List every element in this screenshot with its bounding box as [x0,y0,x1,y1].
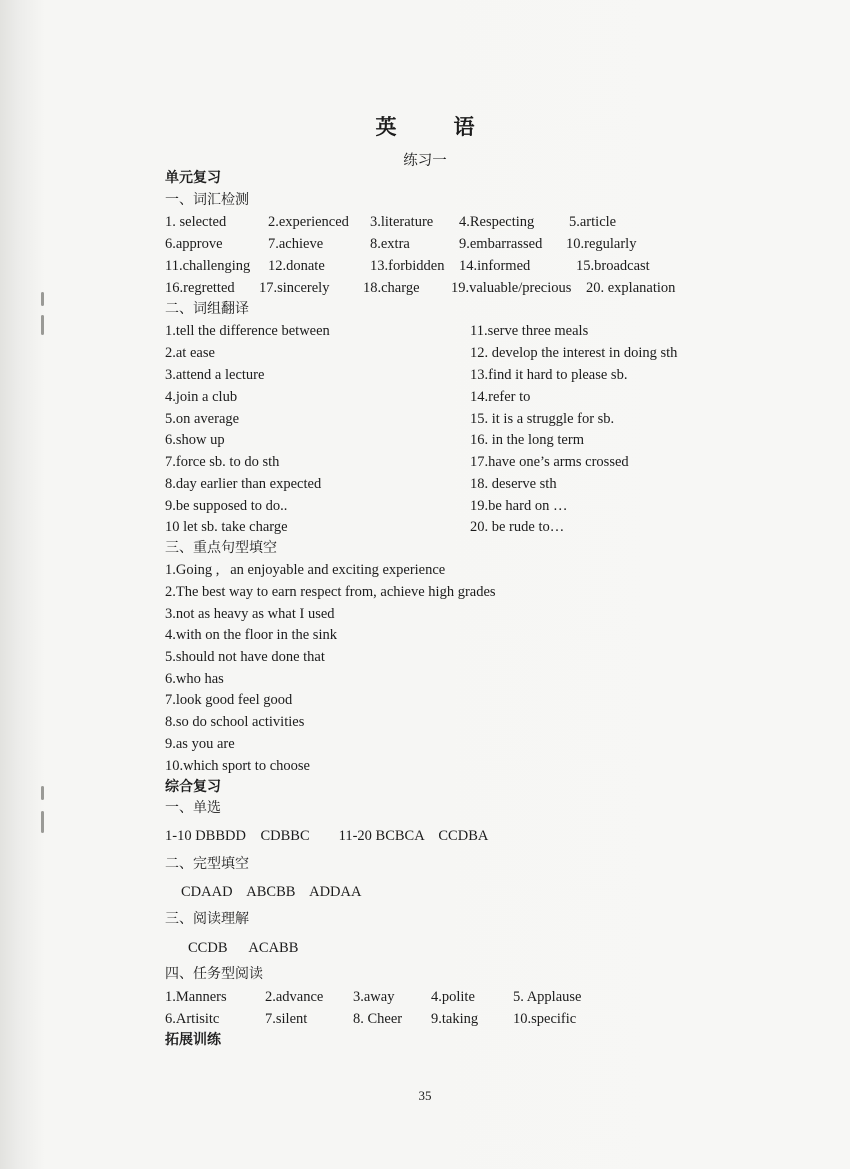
vocab-answer: 20. explanation [586,280,676,296]
task-reading-answer: 9.taking [431,1011,479,1027]
phrase-answer: 2.at ease [165,345,215,361]
task-reading-answer: 1.Manners [165,989,227,1005]
task-reading-answer: 5. Applause [513,989,582,1005]
sentence-answer: 9.as you are [165,736,235,752]
binding-mark [41,786,44,800]
phrase-answer: 7.force sb. to do sth [165,454,280,470]
vocab-answer: 16.regretted [165,280,235,296]
vocab-answer: 6.approve [165,236,223,252]
phrase-answer: 10 let sb. take charge [165,519,288,535]
sentence-answer: 1.Going , an enjoyable and exciting experience [165,562,446,578]
vocab-answer: 17.sincerely [259,280,330,296]
exercise-subtitle: 练习一 [403,153,447,169]
sentence-heading: 三、重点句型填空 [165,540,277,556]
reading-heading: 三、阅读理解 [165,911,249,927]
vocab-answer: 19.valuable/precious [451,280,572,296]
vocab-answer: 9.embarrassed [459,236,543,252]
phrase-heading: 二、词组翻译 [165,301,249,317]
page-number: 35 [418,1088,432,1103]
phrase-answer: 8.day earlier than expected [165,476,322,492]
phrase-answer: 16. in the long term [470,432,584,448]
phrase-answer: 19.be hard on … [470,498,568,514]
vocab-answer: 5.article [569,214,617,230]
task-reading-answer: 4.polite [431,989,475,1005]
task-reading-answer: 2.advance [265,989,324,1005]
comprehensive-heading: 综合复习 [165,779,221,795]
vocab-answer: 3.literature [370,214,434,230]
sentence-answer: 5.should not have done that [165,649,325,665]
vocab-answer: 4.Respecting [459,214,535,230]
phrase-answer: 11.serve three meals [470,323,589,339]
phrase-answer: 14.refer to [470,389,531,405]
task-reading-answer: 10.specific [513,1011,577,1027]
vocab-answer: 2.experienced [268,214,349,230]
phrase-answer: 6.show up [165,432,225,448]
sentence-answer: 4.with on the floor in the sink [165,627,337,643]
sentence-answer: 7.look good feel good [165,692,293,708]
vocab-answer: 7.achieve [268,236,324,252]
binding-mark [41,315,44,335]
binding-mark [41,811,44,833]
sentence-answer: 2.The best way to earn respect from, achieve high grades [165,584,496,600]
page-title: 英 语 [375,115,493,139]
task-reading-answer: 3.away [353,989,395,1005]
vocab-answer: 12.donate [268,258,325,274]
task-reading-heading: 四、任务型阅读 [165,966,263,982]
extension-heading: 拓展训练 [165,1032,221,1048]
vocab-heading: 一、词汇检测 [165,192,249,208]
single-choice-answers: 1-10 DBBDD CDBBC 11-20 BCBCA CCDBA [165,828,489,844]
single-choice-heading: 一、单选 [165,800,221,816]
sentence-answer: 10.which sport to choose [165,758,310,774]
vocab-answer: 15.broadcast [576,258,650,274]
phrase-answer: 12. develop the interest in doing sth [470,345,678,361]
vocab-answer: 10.regularly [566,236,637,252]
vocab-answer: 13.forbidden [370,258,445,274]
sentence-answer: 8.so do school activities [165,714,305,730]
phrase-answer: 17.have one’s arms crossed [470,454,629,470]
vocab-answer: 11.challenging [165,258,251,274]
vocab-answer: 1. selected [165,214,227,230]
sentence-answer: 3.not as heavy as what I used [165,606,335,622]
binding-mark [41,292,44,306]
task-reading-answer: 8. Cheer [353,1011,403,1027]
phrase-answer: 9.be supposed to do.. [165,498,288,514]
vocab-answer: 18.charge [363,280,420,296]
phrase-answer: 20. be rude to… [470,519,565,535]
cloze-answers: CDAAD ABCBB ADDAA [181,884,362,900]
vocab-answer: 14.informed [459,258,531,274]
phrase-answer: 3.attend a lecture [165,367,265,383]
phrase-answer: 5.on average [165,411,240,427]
phrase-answer: 13.find it hard to please sb. [470,367,628,383]
phrase-answer: 1.tell the difference between [165,323,330,339]
phrase-answer: 15. it is a struggle for sb. [470,411,615,427]
phrase-answer: 4.join a club [165,389,238,405]
task-reading-answer: 7.silent [265,1011,308,1027]
task-reading-answer: 6.Artisitc [165,1011,220,1027]
vocab-answer: 8.extra [370,236,410,252]
phrase-answer: 18. deserve sth [470,476,557,492]
unit-review-heading: 单元复习 [165,170,221,186]
cloze-heading: 二、完型填空 [165,856,249,872]
sentence-answer: 6.who has [165,671,224,687]
reading-answers: CCDB ACABB [188,940,299,956]
